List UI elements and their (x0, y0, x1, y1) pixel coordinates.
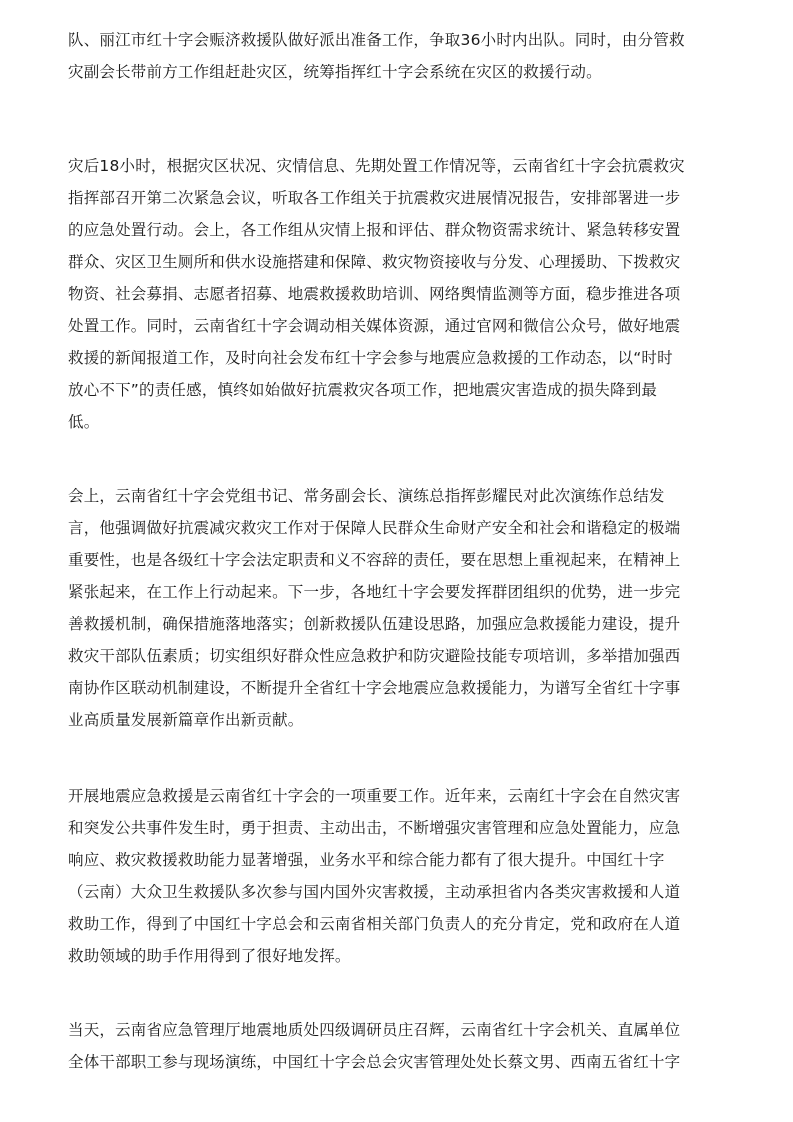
text-line: 救援的新闻报道工作，及时向社会发布红十字会参与地震应急救援的工作动态，以“时时 (68, 349, 673, 367)
text-line: 的应急处置行动。会上，各工作组从灾情上报和评估、群众物资需求统计、紧急转移安置 (68, 221, 681, 239)
text-line: 物资、社会募捐、志愿者招募、地震救援救助培训、网络舆情监测等方面，稳步推进各项 (68, 285, 681, 303)
paragraph-5 (68, 1014, 728, 1078)
text-line: （云南）大众卫生救援队多次参与国内国外灾害救援，主动承担省内各类灾害救援和人道 (68, 883, 681, 901)
text-line: 救助工作，得到了中国红十字总会和云南省相关部门负责人的充分肯定，党和政府在人道 (68, 915, 681, 933)
text-line: 南协作区联动机制建设，不断提升全省红十字会地震应急救援能力，为谱写全省红十字事 (68, 679, 681, 697)
text-line: 开展地震应急救援是云南省红十字会的一项重要工作。近年来，云南红十字会在自然灾害 (68, 787, 681, 805)
text-line: 重要性，也是各级红十字会法定职责和义不容辞的责任，要在思想上重视起来，在精神上 (68, 551, 681, 569)
text-line: 处置工作。同时，云南省红十字会调动相关媒体资源，通过官网和微信公众号，做好地震 (68, 317, 681, 335)
text-line: 救灾干部队伍素质；切实组织好群众性应急救护和防灾避险技能专项培训，多举措加强西 (68, 647, 681, 665)
paragraph-3 (68, 480, 728, 736)
text-line: 会上，云南省红十字会党组书记、常务副会长、演练总指挥彭耀民对此次演练作总结发 (68, 487, 665, 505)
paragraph-2 (68, 150, 728, 438)
text-line: 灾副会长带前方工作组赶赴灾区，统筹指挥红十字会系统在灾区的救援行动。 (68, 63, 602, 81)
text-line: 低。 (68, 413, 100, 431)
text-line: 救助领域的助手作用得到了很好地发挥。 (68, 947, 351, 965)
text-line: 响应、救灾救援救助能力显著增强，业务水平和综合能力都有了很大提升。中国红十字 (68, 851, 665, 869)
text-line: 当天，云南省应急管理厅地震地质处四级调研员庄召辉，云南省红十字会机关、直属单位 (68, 1021, 681, 1039)
paragraph-4 (68, 780, 728, 972)
text-line: 和突发公共事件发生时，勇于担责、主动出击，不断增强灾害管理和应急处置能力，应急 (68, 819, 681, 837)
text-line: 放心不下”的责任感，慎终如始做好抗震救灾各项工作，把地震灾害造成的损失降到最 (68, 381, 658, 399)
text-line: 善救援机制，确保措施落地落实；创新救援队伍建设思路，加强应急救援能力建设，提升 (68, 615, 681, 633)
text-line: 言，他强调做好抗震减灾救灾工作对于保障人民群众生命财产安全和社会和谐稳定的极端 (68, 519, 681, 537)
text-line: 队、丽江市红十字会赈济救援队做好派出准备工作，争取36小时内出队。同时，由分管救 (68, 31, 685, 49)
paragraph-1 (68, 24, 728, 88)
text-line: 指挥部召开第二次紧急会议，听取各工作组关于抗震救灾进展情况报告，安排部署进一步 (68, 189, 681, 207)
text-line: 群众、灾区卫生厕所和供水设施搭建和保障、救灾物资接收与分发、心理援助、下拨救灾 (68, 253, 681, 271)
text-line: 业高质量发展新篇章作出新贡献。 (68, 711, 304, 729)
text-line: 全体干部职工参与现场演练，中国红十字会总会灾害管理处处长蔡文男、西南五省红十字 (68, 1053, 681, 1071)
text-line: 灾后18小时，根据灾区状况、灾情信息、先期处置工作情况等，云南省红十字会抗震救灾 (68, 157, 685, 175)
text-line: 紧张起来，在工作上行动起来。下一步，各地红十字会要发挥群团组织的优势，进一步完 (68, 583, 681, 601)
